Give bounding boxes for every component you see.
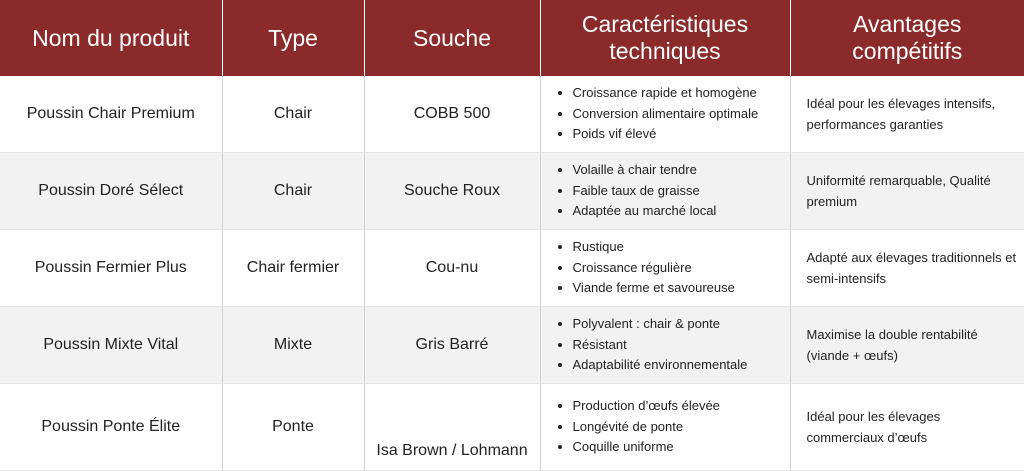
- table-row: [0, 307, 1024, 384]
- strain-cell: COBB 500: [364, 76, 540, 153]
- table-header: [0, 0, 1024, 76]
- product-name-cell: Poussin Doré Sélect: [0, 153, 222, 230]
- table-row: [0, 76, 1024, 153]
- header-competitive-advantages: Avantages compétitifs: [790, 0, 1024, 76]
- advantages-cell: Idéal pour les élevages intensifs, performances garanties: [790, 76, 1024, 153]
- features-list: [555, 83, 784, 145]
- feature-item: • Résistant: [573, 335, 784, 356]
- feature-item: • Adaptée au marché local: [573, 201, 784, 222]
- strain-cell: Cou-nu: [364, 230, 540, 307]
- header-type: Type: [222, 0, 364, 76]
- feature-item: • Production d’œufs élevée: [573, 396, 784, 417]
- advantages-cell: Adapté aux élevages traditionnels et semi-intensifs: [790, 230, 1024, 307]
- feature-item: • Poids vif élevé: [573, 124, 784, 145]
- feature-item: • Volaille à chair tendre: [573, 160, 784, 181]
- features-list: [555, 396, 784, 458]
- strain-cell: Gris Barré: [364, 307, 540, 384]
- features-cell: [540, 153, 790, 230]
- feature-item: • Adaptabilité environnementale: [573, 355, 784, 376]
- type-cell: Chair: [222, 76, 364, 153]
- product-name-cell: Poussin Chair Premium: [0, 76, 222, 153]
- table-row: [0, 384, 1024, 471]
- type-cell: Chair fermier: [222, 230, 364, 307]
- advantages-cell: Maximise la double rentabilité (viande + œufs): [790, 307, 1024, 384]
- features-cell: [540, 384, 790, 471]
- strain-cell: Isa Brown / Lohmann: [364, 384, 540, 471]
- feature-item: • Polyvalent : chair & ponte: [573, 314, 784, 335]
- header-strain: Souche: [364, 0, 540, 76]
- features-list: [555, 237, 784, 299]
- product-name-cell: Poussin Fermier Plus: [0, 230, 222, 307]
- feature-item: • Longévité de ponte: [573, 417, 784, 438]
- advantages-cell: Uniformité remarquable, Qualité premium: [790, 153, 1024, 230]
- features-cell: [540, 76, 790, 153]
- header-product-name: Nom du produit: [0, 0, 222, 76]
- strain-cell: Souche Roux: [364, 153, 540, 230]
- product-name-cell: Poussin Ponte Élite: [0, 384, 222, 471]
- table-row: [0, 153, 1024, 230]
- feature-item: • Faible taux de graisse: [573, 181, 784, 202]
- feature-item: • Conversion alimentaire optimale: [573, 104, 784, 125]
- features-cell: [540, 230, 790, 307]
- features-cell: [540, 307, 790, 384]
- table-body: [0, 76, 1024, 471]
- product-name-cell: Poussin Mixte Vital: [0, 307, 222, 384]
- table-row: [0, 230, 1024, 307]
- type-cell: Ponte: [222, 384, 364, 471]
- feature-item: • Coquille uniforme: [573, 437, 784, 458]
- features-list: [555, 160, 784, 222]
- type-cell: Mixte: [222, 307, 364, 384]
- type-cell: Chair: [222, 153, 364, 230]
- features-list: [555, 314, 784, 376]
- feature-item: • Viande ferme et savoureuse: [573, 278, 784, 299]
- header-technical-features: Caractéristiques techniques: [540, 0, 790, 76]
- advantages-cell: Idéal pour les élevages commerciaux d’œufs: [790, 384, 1024, 471]
- feature-item: • Croissance rapide et homogène: [573, 83, 784, 104]
- header-row: [0, 0, 1024, 76]
- feature-item: • Croissance régulière: [573, 258, 784, 279]
- feature-item: • Rustique: [573, 237, 784, 258]
